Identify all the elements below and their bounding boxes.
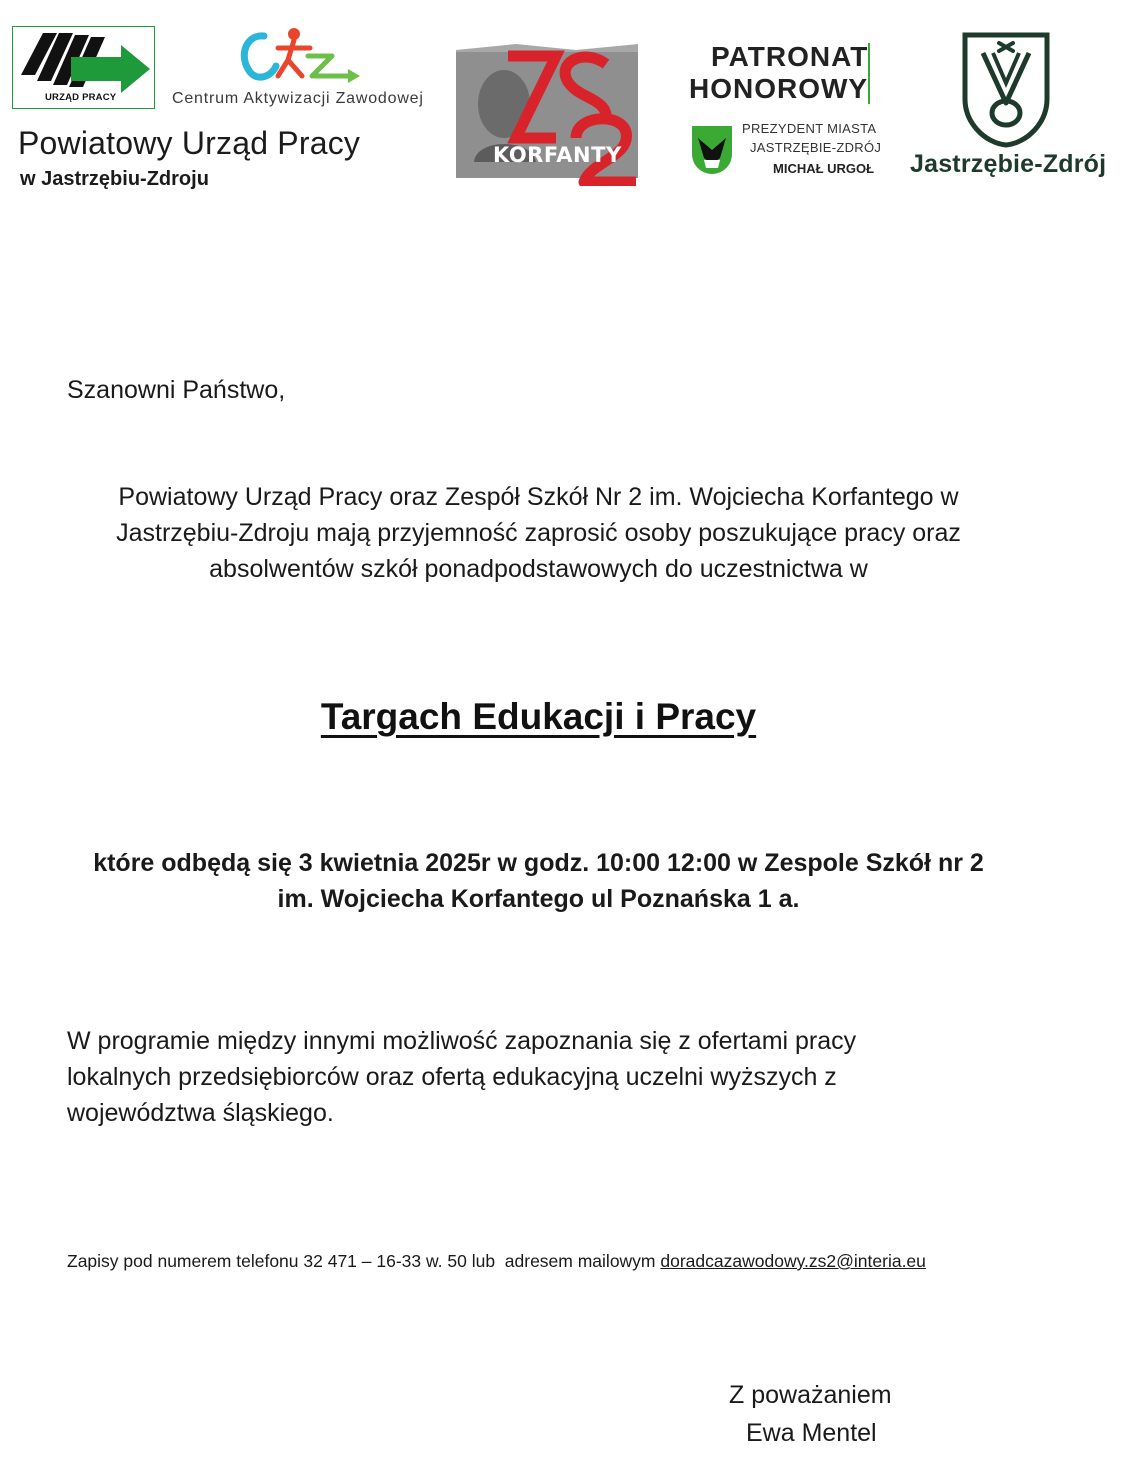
president-shield-icon xyxy=(690,124,734,176)
city-name: Jastrzębie-Zdrój xyxy=(910,150,1107,178)
event-details-line: które odbędą się 3 kwietnia 2025r w godz. 10:00 12:00 w Zespole Szkół nr 2 xyxy=(93,849,984,877)
patronat-line-1: PATRONAT xyxy=(711,41,869,72)
signup-text: Zapisy pod numerem telefonu 32 471 – 16-33 w. 50 lub adresem mailowym xyxy=(67,1251,661,1271)
program-paragraph xyxy=(67,1023,967,1131)
patronat-divider xyxy=(868,43,870,104)
caz-logo-icon xyxy=(236,26,366,86)
patronat-line-2: HONOROWY xyxy=(689,73,869,104)
greeting: Szanowni Państwo, xyxy=(67,376,286,404)
pup-title: Powiatowy Urząd Pracy xyxy=(18,125,361,161)
president-title-line-1: PREZYDENT MIASTA xyxy=(742,121,877,136)
intro-line: Jastrzębiu-Zdroju mają przyjemność zaprosić osoby poszukujące pracy oraz xyxy=(116,519,961,547)
president-name: MICHAŁ URGOŁ xyxy=(773,161,875,176)
intro-paragraph xyxy=(60,479,1017,587)
caz-logo-caption: Centrum Aktywizacji Zawodowej xyxy=(172,90,424,107)
pup-logo-caption: URZĄD PRACY xyxy=(45,92,117,103)
intro-line: Powiatowy Urząd Pracy oraz Zespół Szkół Nr 2 im. Wojciecha Korfantego w xyxy=(118,483,959,511)
city-coat-of-arms-icon xyxy=(959,31,1053,149)
closing: Z poważaniem xyxy=(729,1381,892,1409)
event-details xyxy=(60,845,1017,917)
program-line: lokalnych przedsiębiorców oraz ofertą edukacyjną uczelni wyższych z xyxy=(67,1063,837,1091)
intro-line: absolwentów szkół ponadpodstawowych do uczestnictwa w xyxy=(209,555,868,583)
president-title-line-2: JASTRZĘBIE-ZDRÓJ xyxy=(750,140,882,155)
event-details-line: im. Wojciecha Korfantego ul Poznańska 1 a. xyxy=(277,885,800,913)
signup-email-link[interactable]: doradcazawodowy.zs2@interia.eu xyxy=(660,1251,926,1271)
signup-info xyxy=(67,1251,926,1272)
event-title: Targach Edukacji i Pracy xyxy=(320,696,757,737)
program-line: województwa śląskiego. xyxy=(67,1099,334,1127)
signature: Ewa Mentel xyxy=(746,1419,877,1447)
pup-subtitle: w Jastrzębiu-Zdroju xyxy=(20,168,209,190)
zs2-logo-name: KORFANTY xyxy=(493,143,622,167)
program-line: W programie między innymi możliwość zapoznania się z ofertami pracy xyxy=(67,1027,857,1055)
